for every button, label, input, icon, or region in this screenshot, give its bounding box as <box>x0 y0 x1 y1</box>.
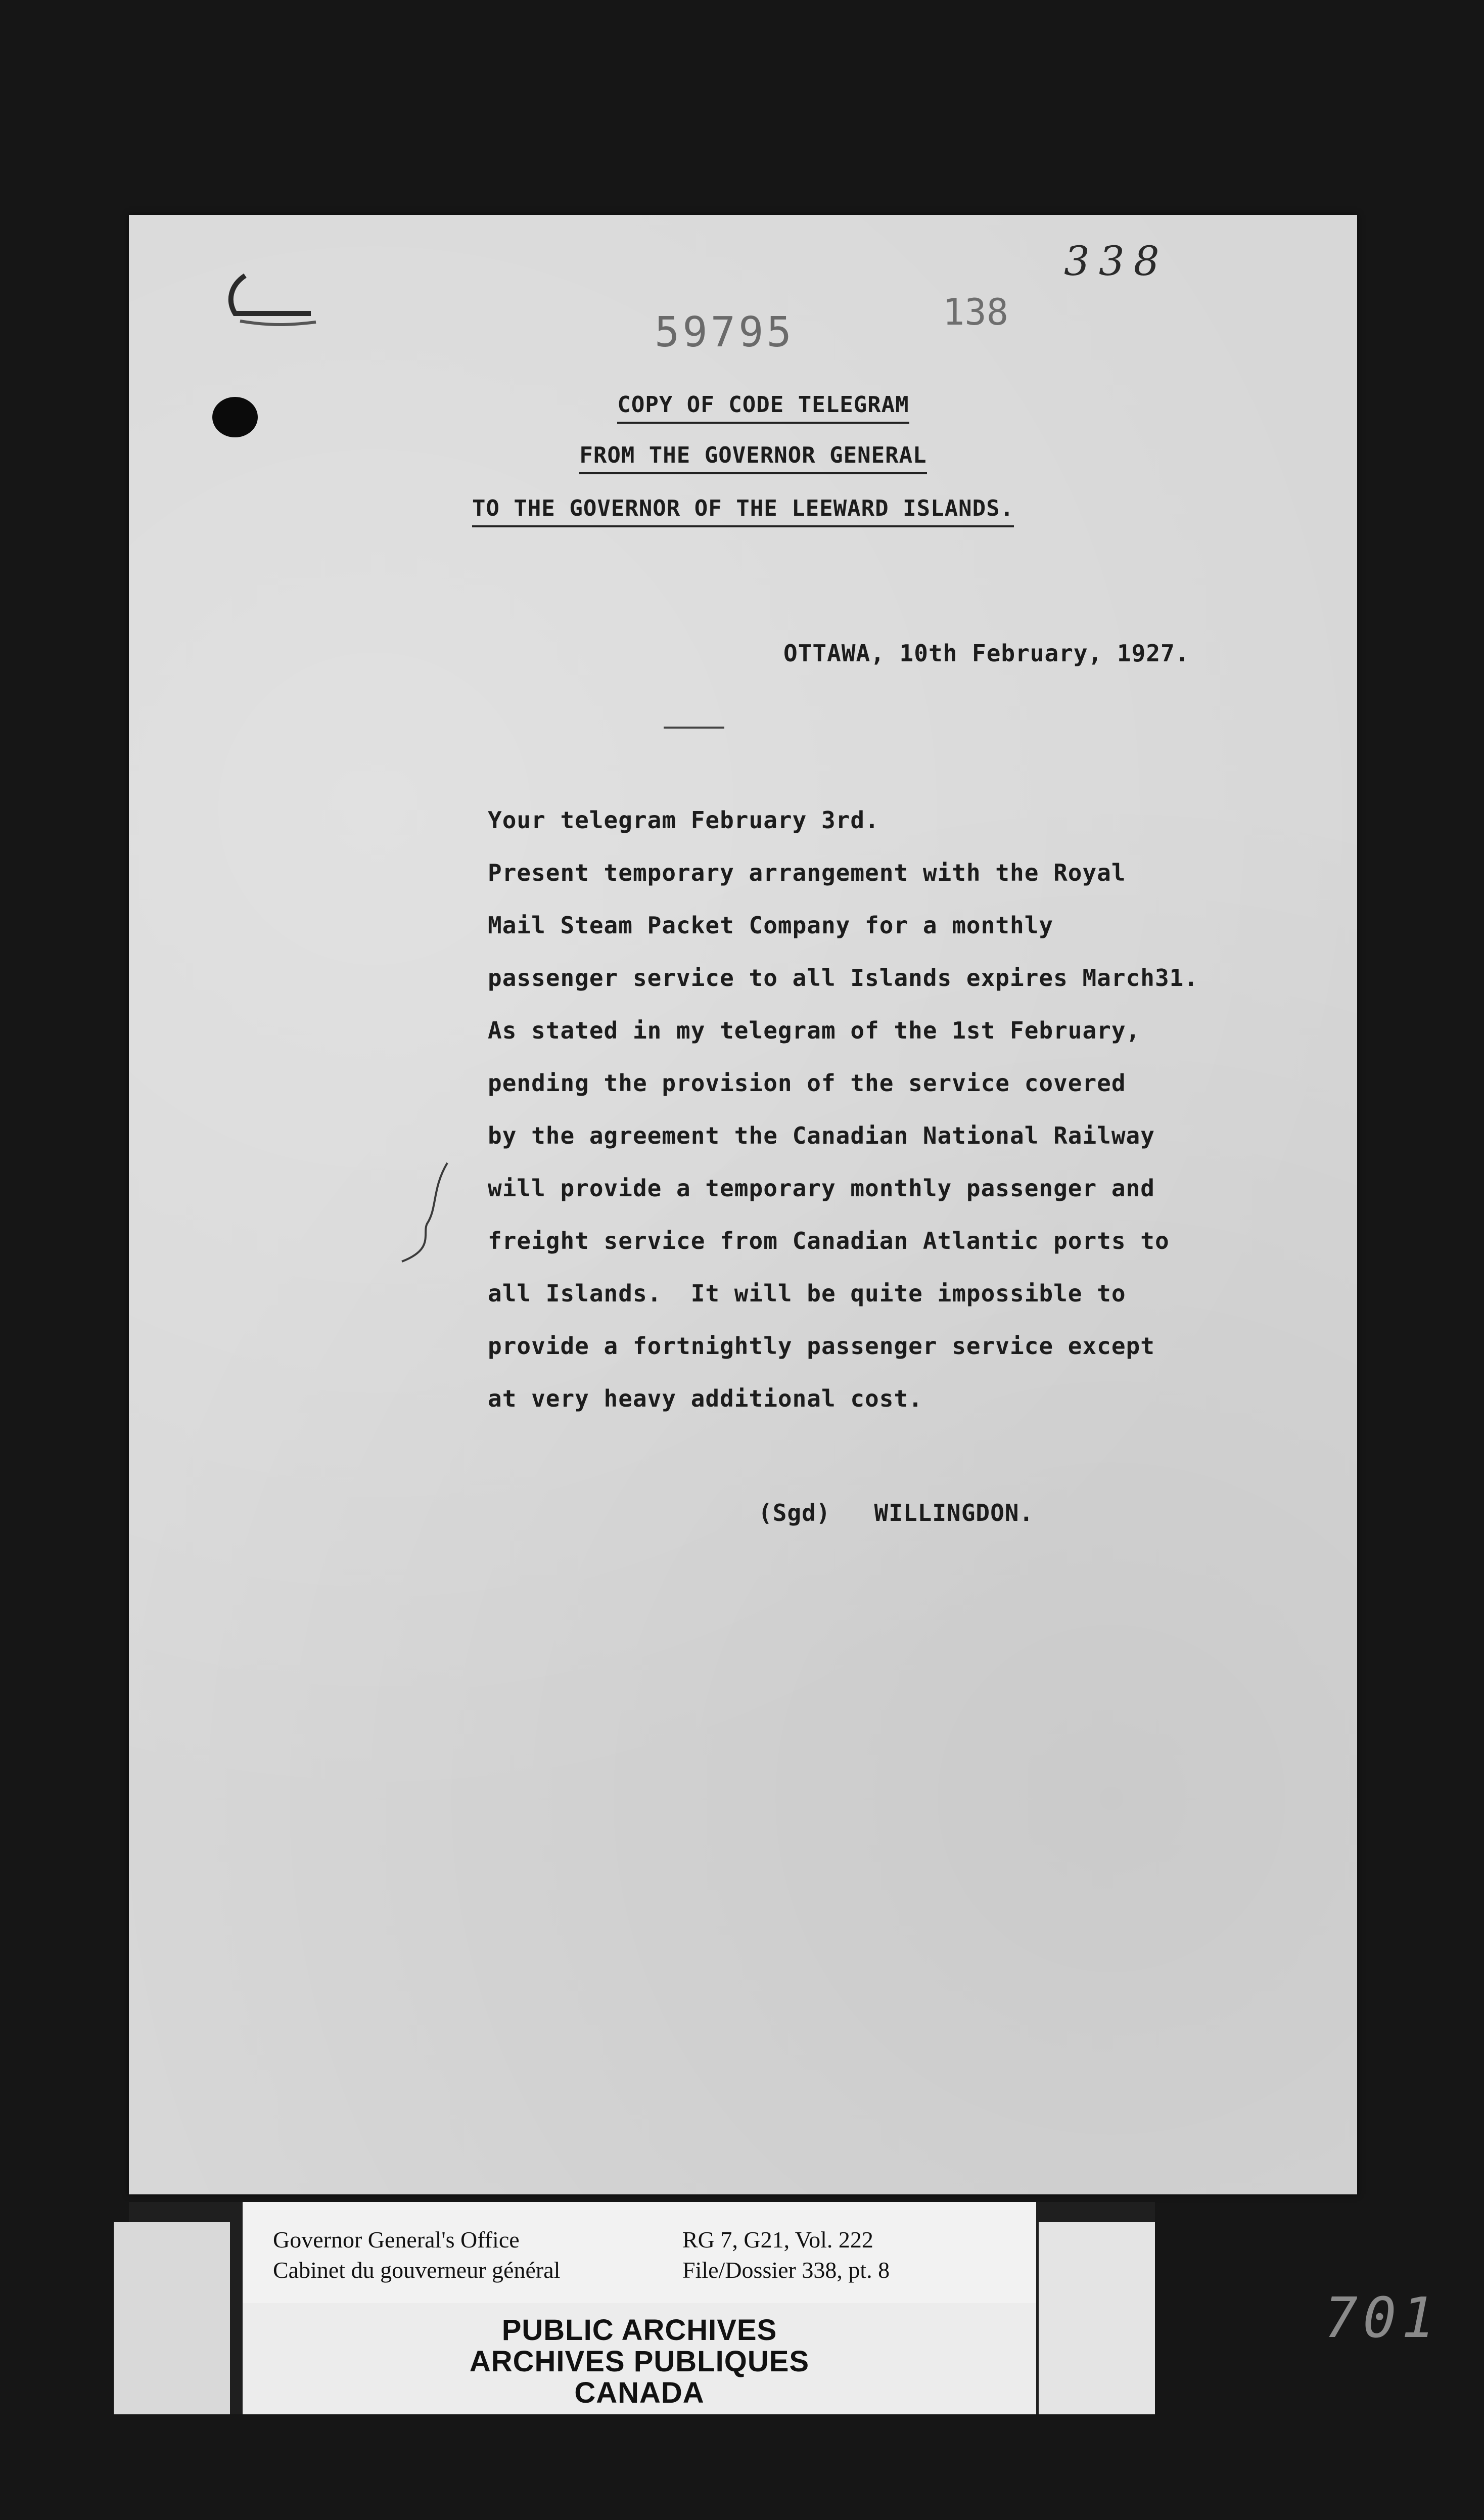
body-line: by the agreement the Canadian National Railway <box>488 1122 1155 1149</box>
label-archives-fr: ARCHIVES PUBLIQUES <box>469 2345 810 2378</box>
signature-line: (Sgd) WILLINGDON. <box>758 1499 1034 1526</box>
label-volume-ref: RG 7, G21, Vol. 222 <box>682 2227 873 2253</box>
archive-label-strip <box>129 2202 1155 2414</box>
file-stamp-number: 59795 <box>655 308 795 356</box>
dateline: OTTAWA, 10th February, 1927. <box>783 640 1190 667</box>
body-line: Present temporary arrangement with the Royal <box>488 859 1126 886</box>
body-line: freight service from Canadian Atlantic ports to <box>488 1227 1170 1254</box>
heading-line-3: TO THE GOVERNOR OF THE LEEWARD ISLANDS. <box>129 496 1357 521</box>
body-line: passenger service to all Islands expires March31. <box>488 964 1199 992</box>
microfilm-frame-number: 701 <box>1324 2285 1440 2350</box>
telegram-body <box>488 794 1198 1425</box>
body-line: Your telegram February 3rd. <box>488 806 879 834</box>
body-line: As stated in my telegram of the 1st February, <box>488 1017 1141 1044</box>
margin-pencil-bracket <box>392 1158 462 1269</box>
body-line: provide a fortnightly passenger service except <box>488 1332 1155 1360</box>
label-left-edge <box>114 2222 230 2414</box>
handwritten-page-number: 338 <box>1064 238 1169 285</box>
body-line: pending the provision of the service covered <box>488 1069 1126 1097</box>
body-line: Mail Steam Packet Company for a monthly <box>488 912 1054 939</box>
heading-line-1: COPY OF CODE TELEGRAM <box>149 392 1377 418</box>
paper-clip-mark <box>210 265 331 336</box>
label-right-edge <box>1039 2222 1155 2414</box>
telegram-page <box>129 215 1357 2194</box>
label-archives-en: PUBLIC ARCHIVES <box>501 2314 777 2347</box>
public-archives-label <box>243 2303 1036 2414</box>
body-line: will provide a temporary monthly passenger and <box>488 1175 1155 1202</box>
separator-rule <box>664 727 724 729</box>
archive-reference-label <box>243 2202 1036 2303</box>
label-org-en: Governor General's Office <box>273 2227 520 2253</box>
body-line: all Islands. It will be quite impossible to <box>488 1280 1126 1307</box>
label-file-ref: File/Dossier 338, pt. 8 <box>682 2257 890 2283</box>
body-line: at very heavy additional cost. <box>488 1385 923 1412</box>
heading-line-2: FROM THE GOVERNOR GENERAL <box>139 442 1367 468</box>
label-org-fr: Cabinet du gouverneur général <box>273 2257 561 2283</box>
folio-stamp-number: 138 <box>943 291 1009 333</box>
label-country: CANADA <box>574 2376 705 2409</box>
